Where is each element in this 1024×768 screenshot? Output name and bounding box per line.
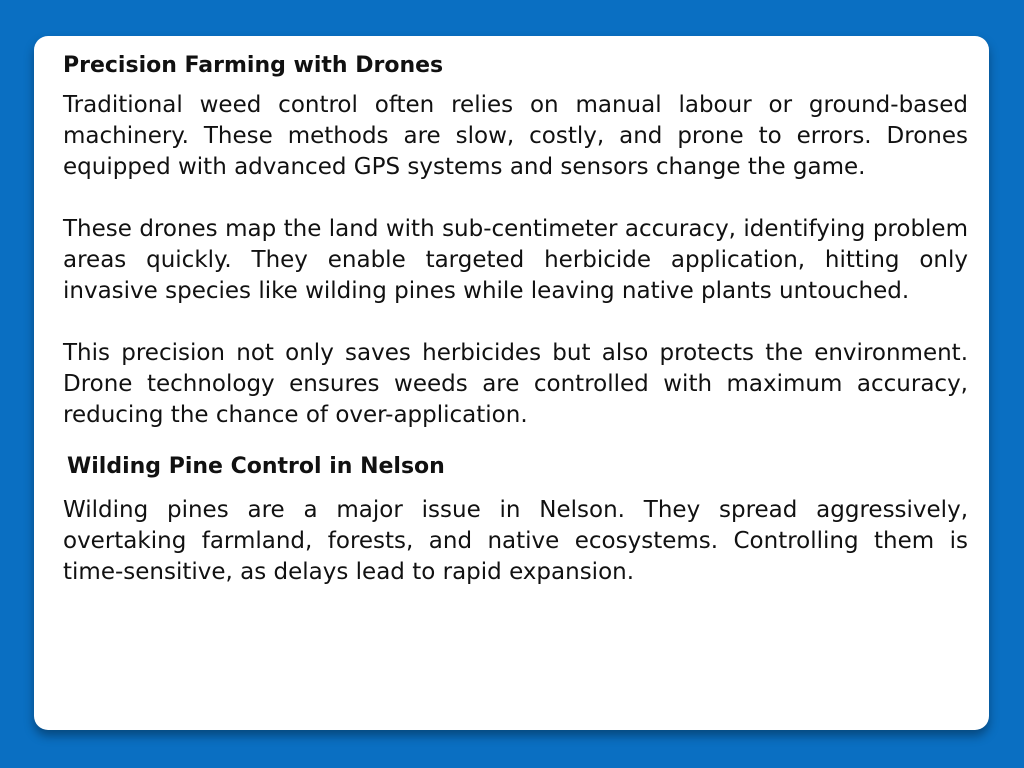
section-body-wilding-pine	[63, 495, 968, 588]
paragraph-drone-mapping: These drones map the land with sub-centimeter accuracy, identifying problem areas quickly. They enable targeted herbicide application, hitting only invasive species like wilding pines while leaving native plants untouched.	[63, 216, 968, 304]
paragraph-traditional-weed-control: Traditional weed control often relies on manual labour or ground-based machinery. These methods are slow, costly, and prone to errors. Drones equipped with advanced GPS systems and sensors change the game.	[63, 92, 968, 180]
slide-card	[34, 36, 989, 730]
paragraph-wilding-pines-nelson: Wilding pines are a major issue in Nelson. They spread aggressively, overtaking farmland, forests, and native ecosystems. Controlling them is time-sensitive, as delays lead to rapid expansion.	[63, 497, 968, 585]
section-title-precision-farming: Precision Farming with Drones	[63, 53, 444, 78]
section-body-precision-farming	[63, 90, 968, 431]
paragraph-precision-benefits: This precision not only saves herbicides but also protects the environment. Drone technology ensures weeds are controlled with maximum accuracy, reducing the chance of over-application.	[63, 340, 968, 428]
section-title-wilding-pine: Wilding Pine Control in Nelson	[67, 454, 445, 479]
